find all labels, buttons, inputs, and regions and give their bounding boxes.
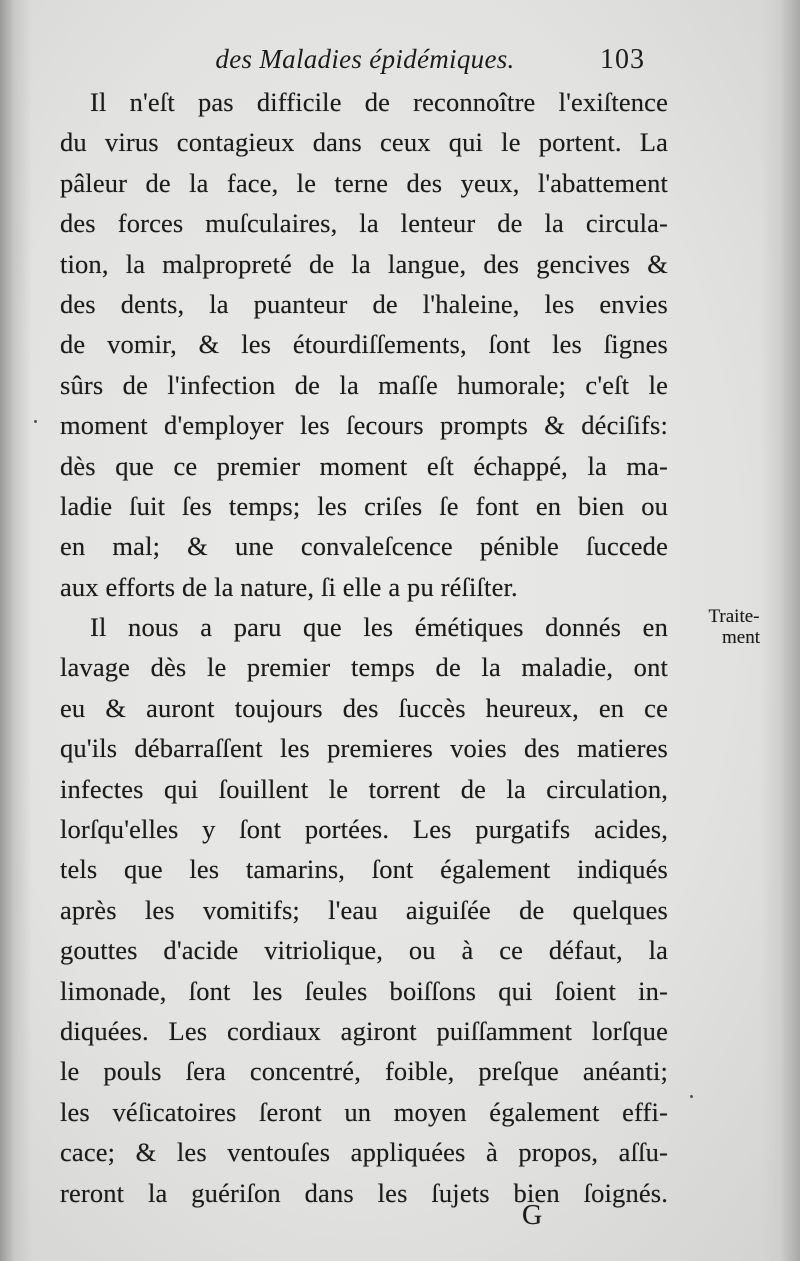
text-line: des dents, la puanteur de l'haleine, les envies bbox=[60, 288, 668, 319]
text-line: tion, la malpropreté de la langue, des gencives & bbox=[60, 248, 668, 279]
text-line: moment d'employer les ſecours prompts & déciſifs: bbox=[60, 410, 668, 441]
text-line: eu & auront toujours des ſuccès heureux, en ce bbox=[60, 692, 668, 723]
text-line: Il nous a paru que les émétiques donnés en bbox=[90, 612, 668, 643]
text-line: diquées. Les cordiaux agiront puiſſamment lorſque bbox=[60, 1015, 668, 1046]
text-line: qu'ils débarraſſent les premieres voies des matieres bbox=[60, 733, 668, 764]
body-text bbox=[60, 82, 668, 1213]
text-line: gouttes d'acide vitriolique, ou à ce défaut, la bbox=[60, 935, 668, 966]
text-line: des forces muſculaires, la lenteur de la circula- bbox=[60, 208, 668, 239]
text-line: les véſicatoires ſeront un moyen également effi- bbox=[60, 1096, 668, 1127]
text-line: tels que les tamarins, ſont également indiqués bbox=[60, 854, 668, 885]
ink-speck bbox=[34, 420, 37, 423]
text-line: Il n'eſt pas difficile de reconnoître l'exiſtence bbox=[90, 87, 668, 117]
page-number: 103 bbox=[600, 44, 645, 75]
text-line: sûrs de l'infection de la maſſe humorale; c'eſt le bbox=[60, 369, 668, 400]
text-line: dès que ce premier moment eſt échappé, la ma- bbox=[60, 450, 668, 481]
text-line: cace; & les ventouſes appliquées à propos, aſſu- bbox=[60, 1137, 668, 1168]
text-line: du virus contagieux dans ceux qui le portent. La bbox=[60, 127, 668, 158]
page-gutter-shadow bbox=[0, 0, 32, 1261]
text-line: en mal; & une convaleſcence pénible ſuccede bbox=[60, 531, 668, 562]
text-line: après les vomitifs; l'eau aiguiſée de quelques bbox=[60, 894, 668, 925]
text-line: le pouls ſera concentré, foible, preſque anéanti; bbox=[60, 1056, 668, 1087]
text-line: ladie ſuit ſes temps; les criſes ſe font en bien ou bbox=[60, 490, 668, 521]
marginal-note bbox=[684, 606, 784, 648]
text-line: de vomir, & les étourdiſſements, ſont les ſignes bbox=[60, 329, 668, 360]
text-line: pâleur de la face, le terne des yeux, l'abattement bbox=[60, 167, 668, 198]
text-line: aux efforts de la nature, ſi elle a pu réſiſter. bbox=[60, 571, 518, 602]
running-title: des Maladies épidémiques. bbox=[215, 44, 515, 74]
text-line: lavage dès le premier temps de la maladie, ont bbox=[60, 652, 668, 683]
text-line: limonade, ſont les ſeules boiſſons qui ſoient in- bbox=[60, 975, 668, 1006]
marginal-note-line: ment bbox=[722, 627, 760, 648]
ink-speck bbox=[690, 1095, 693, 1098]
text-line: reront la guériſon dans les ſujets bien ſoignés. bbox=[60, 1177, 668, 1208]
marginal-note-line: Traite- bbox=[708, 606, 760, 627]
signature-mark: G bbox=[522, 1200, 543, 1231]
text-line: infectes qui ſouillent le torrent de la circulation, bbox=[60, 773, 668, 804]
text-line: lorſqu'elles y ſont portées. Les purgatifs acides, bbox=[60, 814, 668, 845]
